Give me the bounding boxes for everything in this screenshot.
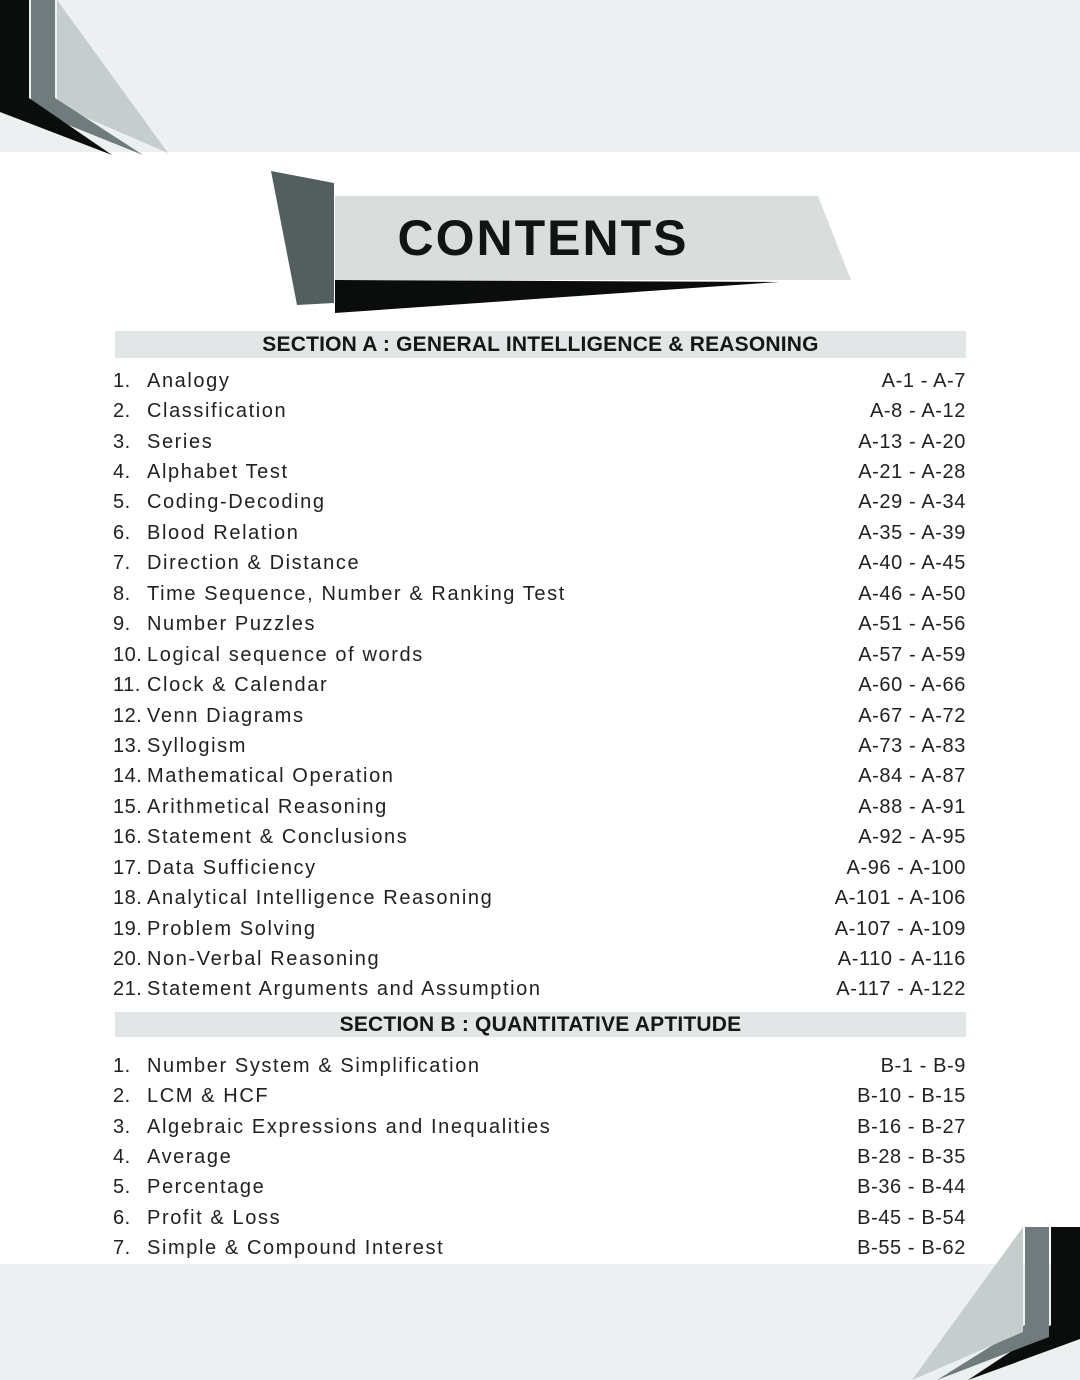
row-number: 10. [113,643,143,666]
toc-row [113,1051,966,1081]
row-number: 5. [113,1176,131,1199]
section-heading: SECTION B : QUANTITATIVE APTITUDE [115,1012,966,1037]
row-title: Classification [147,400,288,423]
row-page-range: B-16 - B-27 [857,1115,966,1138]
toc-row [113,975,966,1005]
row-title: Alphabet Test [147,461,289,484]
toc-row [113,792,966,822]
row-title: Clock & Calendar [147,674,329,697]
row-title: Venn Diagrams [147,704,305,727]
row-number: 20. [113,948,143,971]
section-item-list [113,1051,966,1264]
row-title: Data Sufficiency [147,856,317,879]
toc-row [113,823,966,853]
toc-row [113,1142,966,1172]
row-number: 1. [113,1054,131,1077]
row-number: 16. [113,826,143,849]
bottom-band [0,1264,1080,1380]
row-number: 3. [113,430,131,453]
row-title: Statement & Conclusions [147,826,409,849]
toc-row [113,549,966,579]
row-number: 17. [113,856,143,879]
banner-shadow-wedge [335,280,779,313]
row-title: Coding-Decoding [147,491,326,514]
row-title: Syllogism [147,734,247,757]
toc-row [113,762,966,792]
row-page-range: B-1 - B-9 [880,1054,966,1077]
row-title: Series [147,430,214,453]
row-page-range: A-21 - A-28 [858,461,966,484]
row-page-range: B-10 - B-15 [857,1085,966,1108]
row-title: Analytical Intelligence Reasoning [147,887,494,910]
row-page-range: A-13 - A-20 [858,430,966,453]
toc-row [113,1081,966,1111]
toc-row [113,640,966,670]
row-number: 3. [113,1115,131,1138]
row-page-range: A-107 - A-109 [834,917,966,940]
row-title: Direction & Distance [147,552,361,575]
toc-row [113,883,966,913]
toc-row [113,488,966,518]
toc-row [113,914,966,944]
row-title: Number Puzzles [147,613,317,636]
row-page-range: B-36 - B-44 [857,1176,966,1199]
row-page-range: A-40 - A-45 [858,552,966,575]
banner-side-panel [271,171,334,305]
row-page-range: B-45 - B-54 [857,1206,966,1229]
toc-row [113,944,966,974]
row-number: 6. [113,1206,131,1229]
row-page-range: A-46 - A-50 [858,582,966,605]
row-page-range: A-35 - A-39 [858,521,966,544]
toc-row [113,518,966,548]
toc-row [113,1112,966,1142]
row-title: Time Sequence, Number & Ranking Test [147,582,566,605]
row-page-range: A-57 - A-59 [858,643,966,666]
toc-row [113,1203,966,1233]
row-page-range: A-29 - A-34 [858,491,966,514]
top-band [0,0,1080,152]
row-page-range: B-55 - B-62 [857,1237,966,1260]
row-page-range: A-67 - A-72 [858,704,966,727]
row-page-range: A-60 - A-66 [858,674,966,697]
row-page-range: A-51 - A-56 [858,613,966,636]
toc-row [113,396,966,426]
row-title: Blood Relation [147,521,300,544]
row-title: Statement Arguments and Assumption [147,978,542,1001]
row-page-range: A-88 - A-91 [858,795,966,818]
row-page-range: A-92 - A-95 [858,826,966,849]
toc-row [113,853,966,883]
row-number: 19. [113,917,143,940]
row-number: 7. [113,1237,131,1260]
row-title: Profit & Loss [147,1206,282,1229]
row-title: Number System & Simplification [147,1054,481,1077]
row-number: 4. [113,1146,131,1169]
row-page-range: A-96 - A-100 [846,856,966,879]
row-page-range: A-8 - A-12 [869,400,966,423]
row-number: 14. [113,765,143,788]
row-number: 2. [113,1085,131,1108]
toc-row [113,1173,966,1203]
row-number: 8. [113,582,131,605]
toc-row [113,731,966,761]
row-title: Average [147,1146,233,1169]
row-number: 13. [113,734,143,757]
page-title: CONTENTS [397,210,689,266]
row-title: Arithmetical Reasoning [147,795,388,818]
row-number: 5. [113,491,131,514]
row-number: 21. [113,978,143,1001]
row-number: 6. [113,521,131,544]
row-number: 12. [113,704,143,727]
row-page-range: A-117 - A-122 [836,978,966,1001]
row-page-range: A-73 - A-83 [858,734,966,757]
row-page-range: A-110 - A-116 [837,948,966,971]
section-heading: SECTION A : GENERAL INTELLIGENCE & REASONING [115,331,966,358]
toc-row [113,427,966,457]
row-title: Algebraic Expressions and Inequalities [147,1115,552,1138]
row-number: 11. [113,674,141,697]
toc-row [113,670,966,700]
row-page-range: A-101 - A-106 [834,887,966,910]
row-page-range: A-1 - A-7 [881,369,966,392]
row-number: 15. [113,795,143,818]
row-title: Non-Verbal Reasoning [147,948,381,971]
row-page-range: B-28 - B-35 [857,1146,966,1169]
row-page-range: A-84 - A-87 [858,765,966,788]
toc-row [113,366,966,396]
row-number: 7. [113,552,131,575]
row-title: Simple & Compound Interest [147,1237,445,1260]
row-number: 18. [113,887,143,910]
section-item-list [113,366,966,1005]
row-title: LCM & HCF [147,1085,270,1108]
row-number: 9. [113,613,131,636]
toc-row [113,701,966,731]
toc-row [113,1234,966,1264]
toc-row [113,610,966,640]
row-number: 4. [113,461,131,484]
row-number: 2. [113,400,131,423]
row-number: 1. [113,369,131,392]
row-title: Logical sequence of words [147,643,424,666]
row-title: Mathematical Operation [147,765,395,788]
toc-row [113,579,966,609]
row-title: Problem Solving [147,917,317,940]
row-title: Analogy [147,369,231,392]
toc-row [113,457,966,487]
row-title: Percentage [147,1176,266,1199]
